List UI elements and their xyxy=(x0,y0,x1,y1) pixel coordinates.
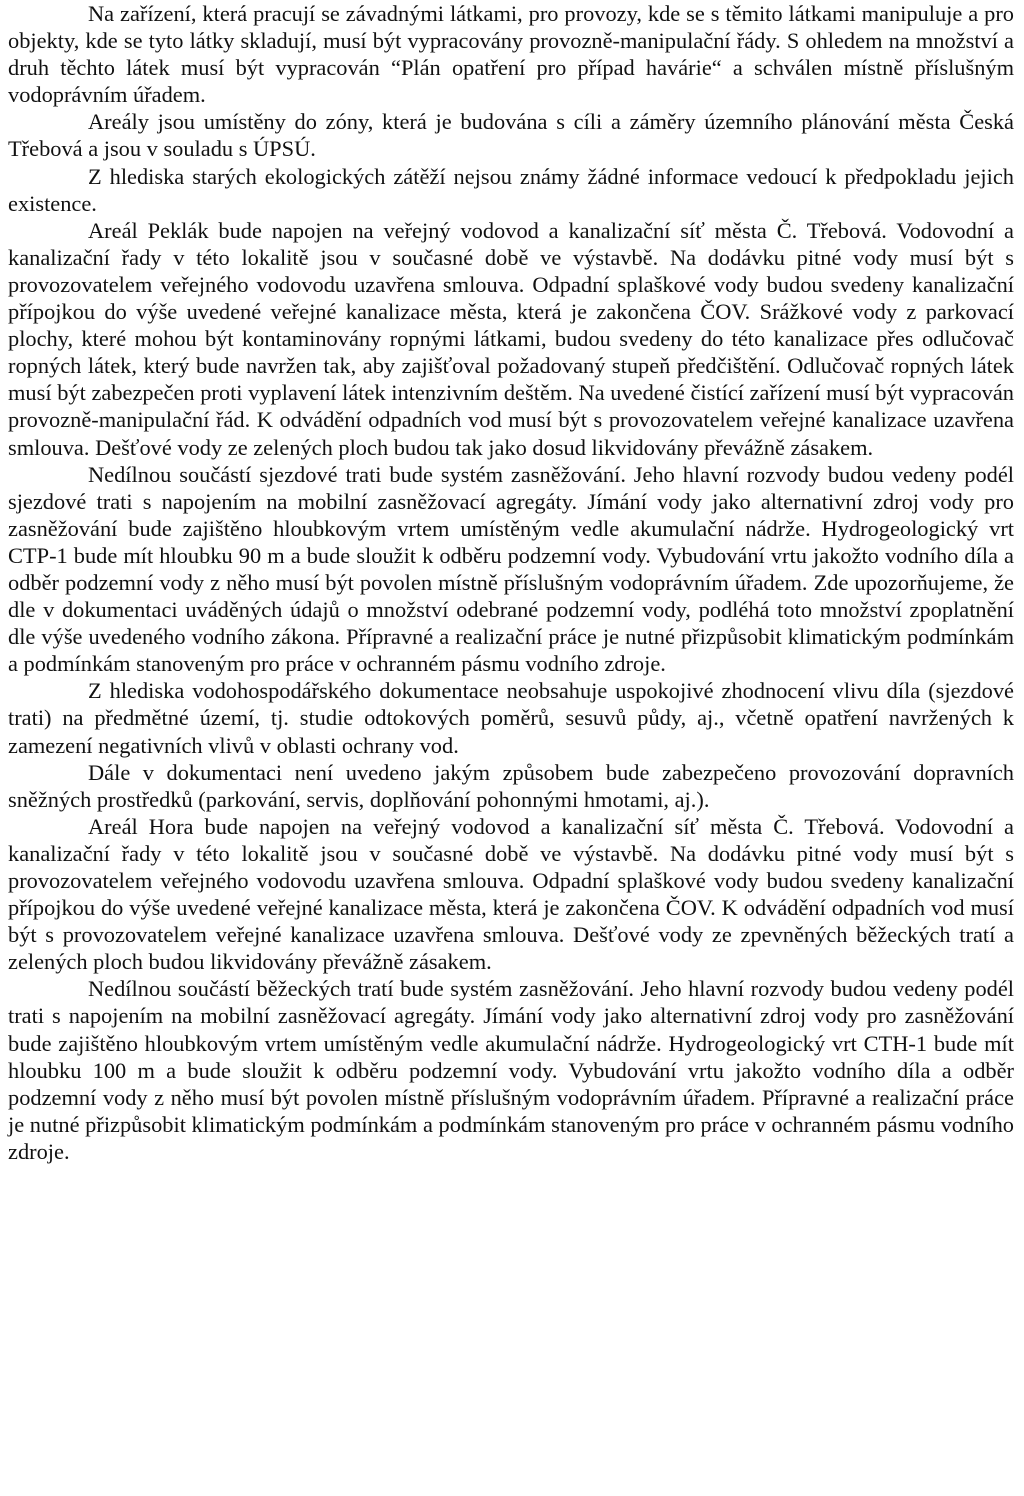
paragraph-hazardous-substances: Na zařízení, která pracují se závadnými látkami, pro provozy, kde se s těmito látkami manipuluje a pro objekty, kde se tyto látky skladují, musí být vypracovány provozně-manipulační řády. S ohledem na množství a druh těchto látek musí být vypracován “Plán opatření pro případ havárie“ a schválen místně příslušným vodoprávním úřadem. xyxy=(8,1,1014,108)
paragraph-peklak-area: Areál Peklák bude napojen na veřejný vodovod a kanalizační síť města Č. Třebová. Vodovodní a kanalizační řady v této lokalitě jsou v současné době ve výstavbě. Na dodávku pitné vody musí být s provozovatelem veřejného vodovodu uzavřena smlouva. Odpadní splaškové vody budou svedeny kanalizační přípojkou do výše uvedené veřejné kanalizace města, která je zakončena ČOV. Srážkové vody z parkovací plochy, které mohou být kontaminovány ropnými látkami, budou svedeny do této kanalizace přes odlučovač ropných látek, který bude navržen tak, aby zajišťoval požadovaný stupeň předčištění. Odlučovač ropných látek musí být zabezpečen proti vyplavení látek intenzivním deštěm. Na uvedené čistící zařízení musí být vypracován provozně-manipulační řád. K odvádění odpadních vod musí být s provozovatelem veřejné kanalizace uzavřena smlouva. Dešťové vody ze zelených ploch budou tak jako dosud likvidovány převážně zásakem. xyxy=(8,217,1014,460)
paragraph-cross-country-snowmaking: Nedílnou součástí běžeckých tratí bude systém zasněžování. Jeho hlavní rozvody budou vedeny podél trati s napojením na mobilní zasněžovací agregáty. Jímání vody jako alternativní zdroj vody pro zasněžování bude zajištěno hloubkovým vrtem umístěným vedle akumulační nádrže. Hydrogeologický vrt CTH-1 bude mít hloubku 100 m a bude sloužit k odběru podzemní vody. Vybudování vrtu jakožto vodního díla a odběr podzemní vody z něho musí být povolen místně příslušným vodoprávním úřadem. Přípravné a realizační práce je nutné přizpůsobit klimatickým podmínkám a podmínkám stanoveným pro práce v ochranném pásmu vodního zdroje. xyxy=(8,976,1014,1164)
paragraph-ski-slope-snowmaking: Nedílnou součástí sjezdové trati bude systém zasněžování. Jeho hlavní rozvody budou vedeny podél sjezdové trati s napojením na mobilní zasněžovací agregáty. Jímání vody jako alternativní zdroj vody pro zasněžování bude zajištěno hloubkovým vrtem umístěným vedle akumulační nádrže. Hydrogeologický vrt CTP-1 bude mít hloubku 90 m a bude sloužit k odběru podzemní vody. Vybudování vrtu jakožto vodního díla a odběr podzemní vody z něho musí být povolen místně příslušným vodoprávním úřadem. Zde upozorňujeme, že dle v dokumentaci uváděných údajů o množství odebrané podzemní vody, podléhá toto množství zpoplatnění dle výše uvedeného vodního zákona. Přípravné a realizační práce je nutné přizpůsobit klimatickým podmínkám a podmínkám stanoveným pro práce v ochranném pásmu vodního zdroje. xyxy=(8,461,1014,677)
document-body xyxy=(8,0,1014,1165)
paragraph-snow-vehicles: Dále v dokumentaci není uvedeno jakým způsobem bude zabezpečeno provozování dopravních sněžných prostředků (parkování, servis, doplňování pohonnými hmotami, aj.). xyxy=(8,759,1014,812)
paragraph-water-management-assessment: Z hlediska vodohospodářského dokumentace neobsahuje uspokojivé zhodnocení vlivu díla (sjezdové trati) na předmětné území, tj. studie odtokových poměrů, sesuvů půdy, aj., včetně opatření navržených k zamezení negativních vlivů v oblasti ochrany vod. xyxy=(8,678,1014,758)
paragraph-hora-area: Areál Hora bude napojen na veřejný vodovod a kanalizační síť města Č. Třebová. Vodovodní a kanalizační řady v této lokalitě jsou v současné době ve výstavbě. Na dodávku pitné vody musí být s provozovatelem veřejného vodovodu uzavřena smlouva. Odpadní splaškové vody budou svedeny kanalizační přípojkou do výše uvedené veřejné kanalizace města, která je zakončena ČOV. K odvádění odpadních vod musí být s provozovatelem veřejné kanalizace uzavřena smlouva. Dešťové vody ze zpevněných běžeckých tratí a zelených ploch budou likvidovány převážně zásakem. xyxy=(8,813,1014,975)
paragraph-ecological-burdens: Z hlediska starých ekologických zátěží nejsou známy žádné informace vedoucí k předpokladu jejich existence. xyxy=(8,163,1014,216)
paragraph-zoning: Areály jsou umístěny do zóny, která je budována s cíli a záměry územního plánování města Česká Třebová a jsou v souladu s ÚPSÚ. xyxy=(8,109,1014,162)
